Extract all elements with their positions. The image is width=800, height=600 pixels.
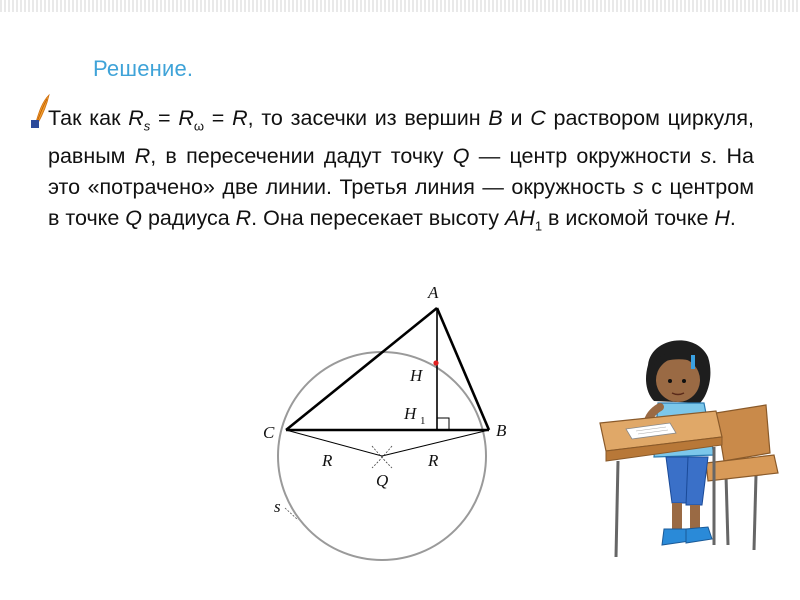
side-AB: [437, 308, 489, 430]
radius-CQ: [286, 430, 382, 456]
text-segment: Так как: [48, 106, 129, 130]
var-B: B: [488, 106, 503, 130]
var-AH: AH: [504, 206, 535, 231]
text-segment: — центр окружности: [469, 144, 701, 169]
text-segment: , то засечки из вершин: [247, 106, 489, 130]
label-A: A: [428, 283, 439, 302]
label-s: s: [274, 497, 281, 516]
label-R-left: R: [322, 451, 333, 470]
girl-at-desk-illustration: [596, 335, 786, 565]
label-C: C: [263, 423, 275, 442]
text-segment: в искомой точке: [542, 206, 715, 231]
text-segment: . Она пересекает высоту: [251, 206, 505, 231]
right-angle-mark: [437, 418, 449, 430]
text-segment: и: [502, 106, 531, 130]
text-segment: раствором циркуля, равным: [48, 106, 754, 169]
var-R: R: [134, 144, 151, 169]
text-segment: =: [150, 106, 179, 130]
subscript-1: 1: [534, 218, 543, 234]
var-Q: Q: [125, 206, 142, 231]
text-segment: с центром в точке: [48, 175, 754, 231]
text-segment: . На это «потрачено» две линии. Третья линия — окружность: [48, 144, 754, 200]
var-s: s: [633, 175, 644, 200]
var-Q: Q: [452, 144, 470, 169]
point-H-marker: [433, 360, 438, 365]
label-H: H: [410, 366, 423, 385]
subscript-s: s: [143, 118, 151, 134]
var-R: R: [235, 206, 252, 231]
slide-title: Решение.: [93, 56, 194, 81]
var-C: C: [530, 106, 546, 130]
subscript-omega: ω: [193, 118, 205, 134]
text-segment: =: [204, 106, 233, 130]
label-H1: H: [404, 404, 417, 423]
var-R: R: [128, 106, 144, 130]
label-B: B: [496, 421, 507, 440]
var-s: s: [700, 144, 712, 169]
text-segment: , в пересечении дадут точку: [150, 144, 453, 169]
label-Q: Q: [376, 471, 389, 490]
var-R: R: [178, 106, 194, 130]
text-segment: радиуса: [142, 206, 236, 231]
text-segment: .: [729, 206, 736, 231]
label-H1-subscript: 1: [420, 415, 426, 427]
var-R: R: [232, 106, 248, 130]
label-R-right: R: [428, 451, 439, 470]
var-H: H: [714, 206, 730, 231]
